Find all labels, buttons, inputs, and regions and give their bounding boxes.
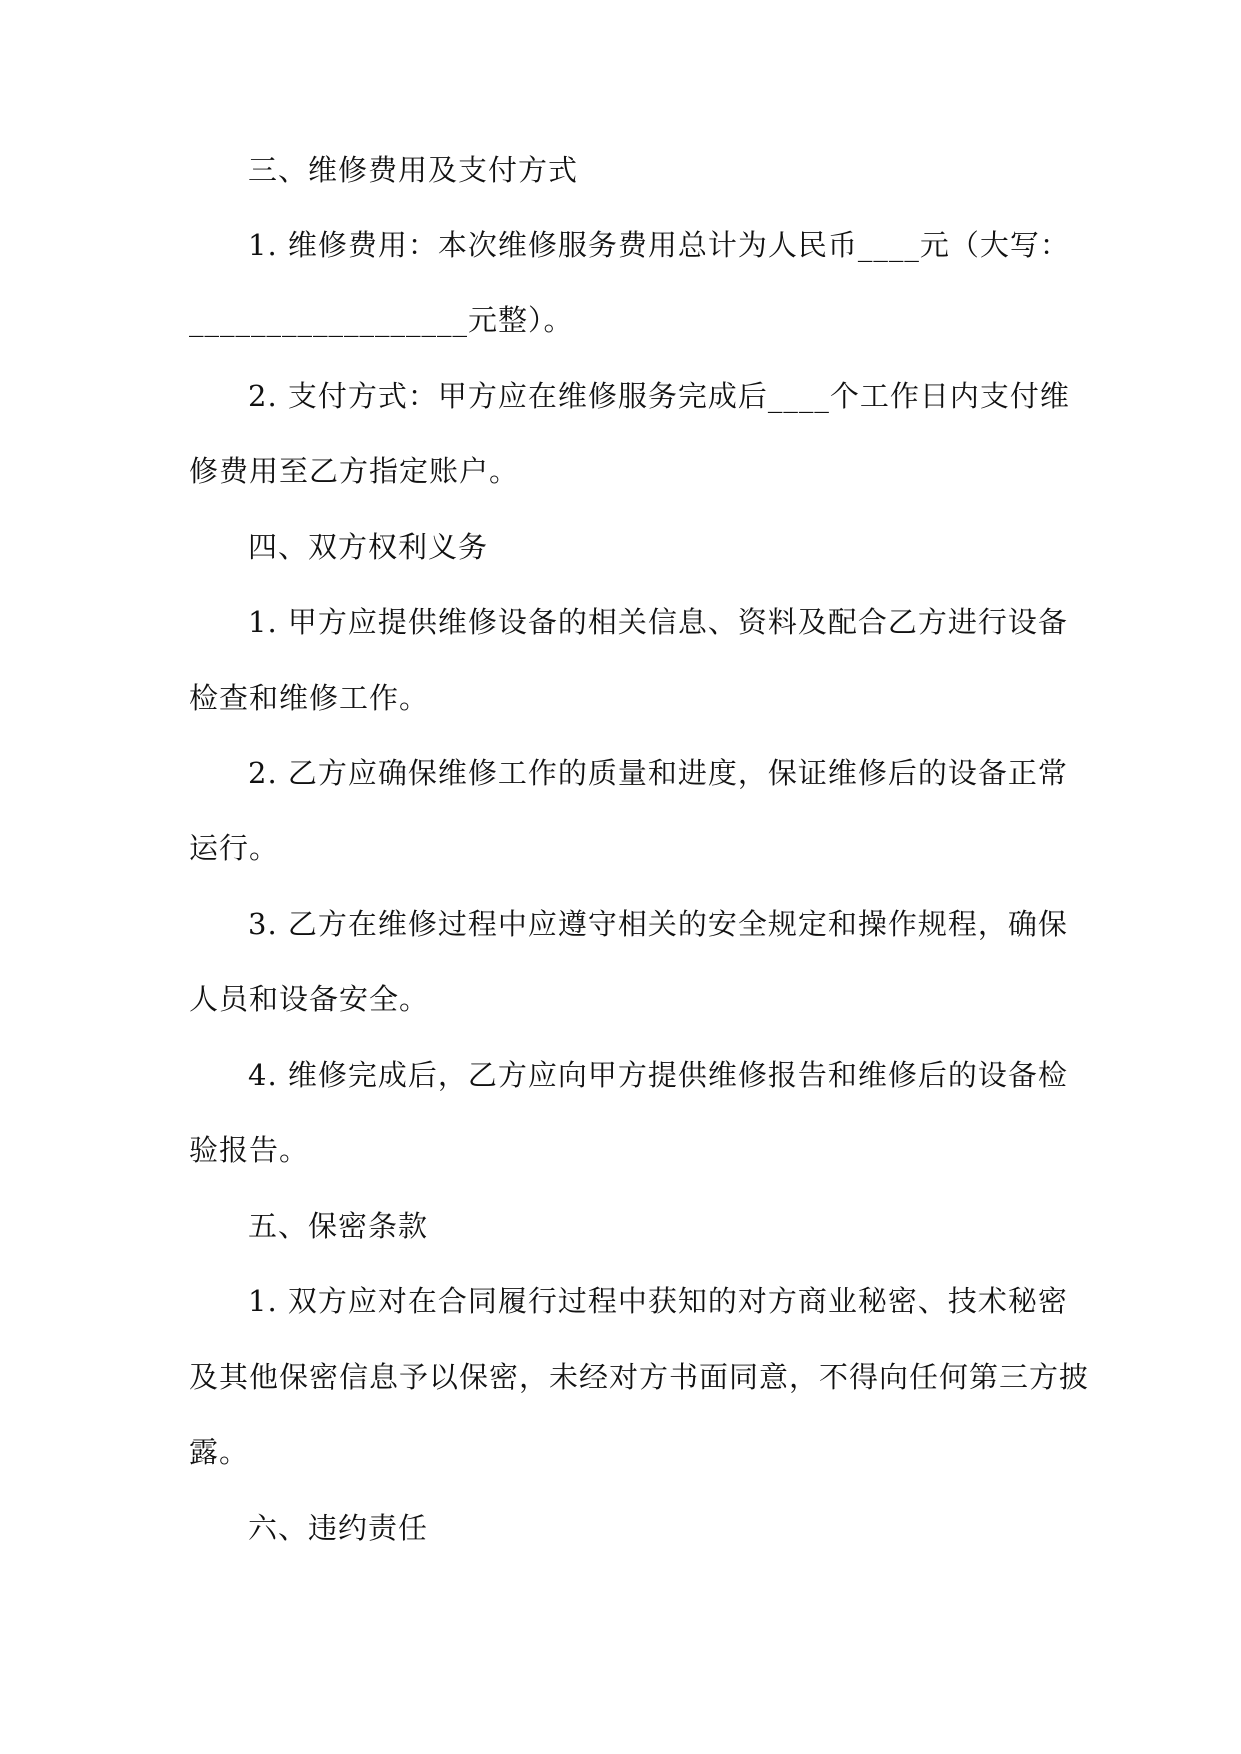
section-heading: 六、违约责任 (248, 1511, 429, 1545)
section-heading: 三、维修费用及支付方式 (248, 153, 579, 187)
clause-text: 露。 (189, 1435, 250, 1469)
clause-text: 人员和设备安全。 (189, 982, 430, 1016)
clause-text: 3. 乙方在维修过程中应遵守相关的安全规定和操作规程，确保 (248, 907, 1068, 941)
section-heading: 五、保密条款 (248, 1209, 429, 1243)
clause-text: 检查和维修工作。 (189, 681, 430, 715)
clause-text: 1. 维修费用：本次维修服务费用总计为人民币____元（大写： (248, 228, 1070, 262)
clause-text: 1. 甲方应提供维修设备的相关信息、资料及配合乙方进行设备 (248, 605, 1068, 639)
clause-text: 2. 乙方应确保维修工作的质量和进度，保证维修后的设备正常 (248, 756, 1068, 790)
clause-text: 2. 支付方式：甲方应在维修服务完成后____个工作日内支付维 (248, 379, 1070, 413)
clause-text: 验报告。 (189, 1133, 310, 1167)
clause-text: __________________元整）。 (189, 303, 574, 337)
clause-text: 运行。 (189, 831, 280, 865)
clause-text: 修费用至乙方指定账户。 (189, 454, 520, 488)
clause-text: 1. 双方应对在合同履行过程中获知的对方商业秘密、技术秘密 (248, 1284, 1068, 1318)
section-heading: 四、双方权利义务 (248, 530, 489, 564)
clause-text: 及其他保密信息予以保密，未经对方书面同意，不得向任何第三方披 (189, 1360, 1090, 1394)
clause-text: 4. 维修完成后，乙方应向甲方提供维修报告和维修后的设备检 (248, 1058, 1068, 1092)
